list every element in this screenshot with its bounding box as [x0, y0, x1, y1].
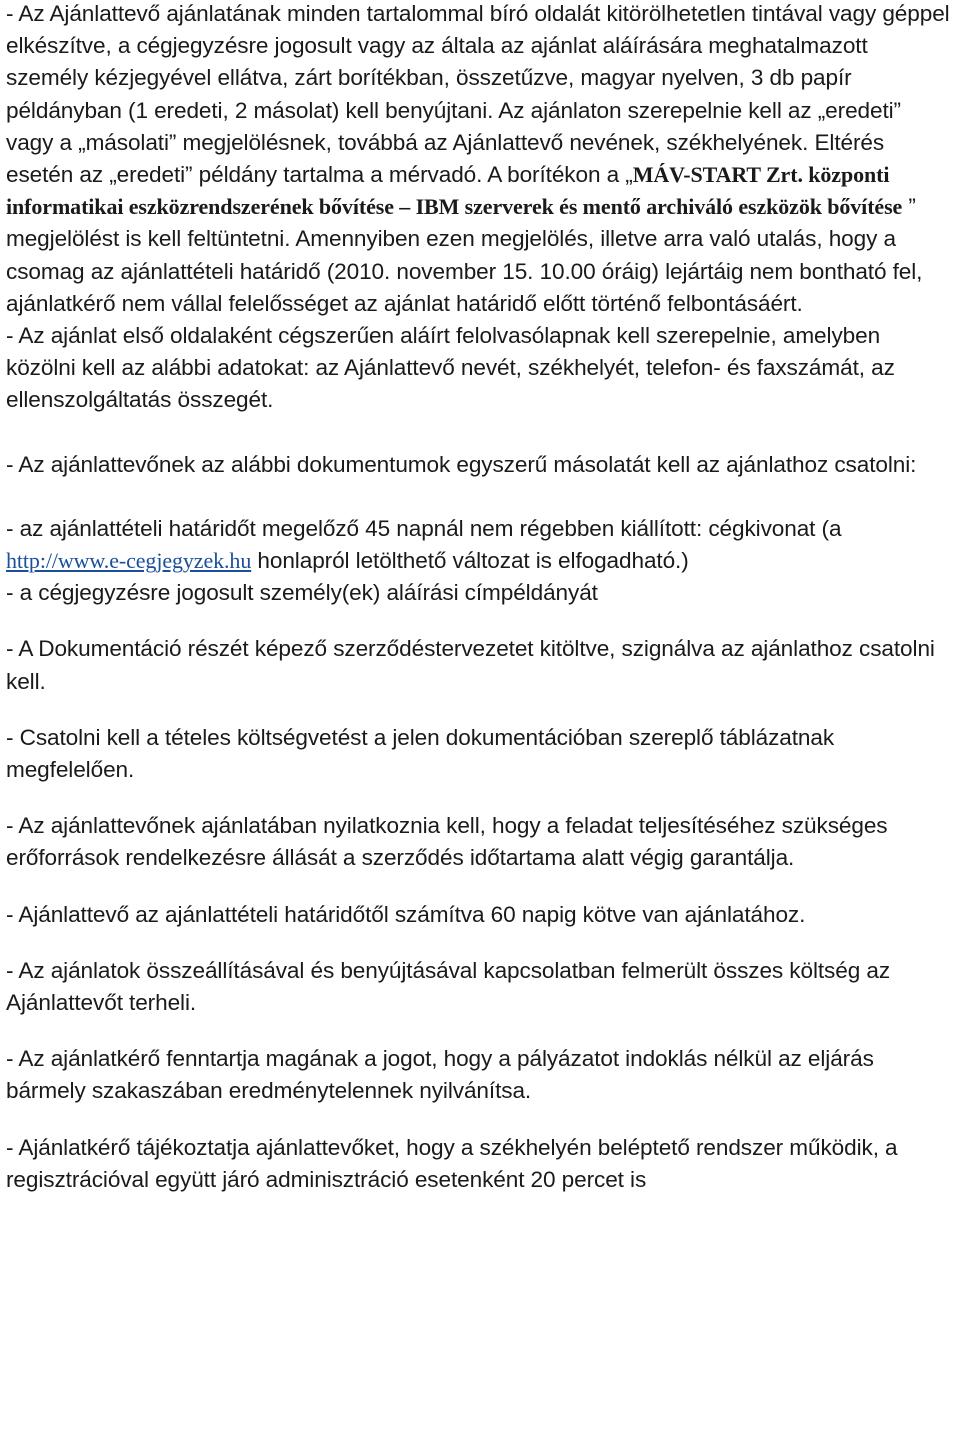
extract-text-cont: honlapról letölthető változat is elfogadható.): [251, 548, 689, 574]
paragraph-costs: - Az ajánlatok összeállításával és benyújtásával kapcsolatban felmerült összes költség az Ajánlattevőt terheli.: [6, 957, 891, 1016]
submission-text: - Az Ajánlattevő ajánlatának minden tartalommal bíró oldalát kitörölhetetlen tintával vagy géppel elkészítve, a cégjegyzésre jogosult vagy az általa az ajánlat aláírására meghatalmazott személy kézjegyével ellátva, zárt borítékban, összetűzve, magyar nyelven, 3 db papír példányban (1 eredeti, 2 másolat) kell benyújtani. Az ajánlaton szerepelnie kell az „eredeti” vagy a „másolati” megjelölésnek, továbbá az Ajánlattevő nevének, székhelyének. Eltérés esetén az „eredeti” példány tartalma a mérvadó. A borítékon a „: [6, 1, 950, 188]
paragraph-binding-period: - Ajánlattevő az ajánlattételi határidőtől számítva 60 napig kötve van ajánlatához.: [6, 901, 806, 927]
paragraph-attachments-intro: - Az ajánlattevőnek az alábbi dokumentumok egyszerű másolatát kell az ajánlathoz csatolni:: [6, 451, 917, 477]
paragraph-submission-rules: [6, 0, 954, 320]
paragraph-rights: - Az ajánlatkérő fenntartja magának a jogot, hogy a pályázatot indoklás nélkül az eljárás bármely szakaszában eredménytelennek nyilvánítsa.: [6, 1046, 874, 1104]
paragraph-contract-draft: - A Dokumentáció részét képező szerződéstervezetet kitöltve, szignálva az ajánlathoz csatolni kell.: [6, 636, 935, 694]
paragraph-budget: - Csatolni kell a tételes költségvetést a jelen dokumentációban szereplő táblázatnak megfelelően.: [6, 724, 835, 783]
paragraph-company-extract: [6, 513, 954, 577]
envelope-label: MÁV-START Zrt. központi informatikai eszközrendszerének bővítése – IBM szerverek és mentő archiváló eszközök bővítése: [6, 162, 903, 220]
paragraph-access-system: - Ajánlatkérő tájékoztatja ajánlattevőket, hogy a székhelyén beléptető rendszer működik, a regisztrációval együtt járó adminisztráció esetenként 20 percet is: [6, 1134, 898, 1192]
paragraph-cover-sheet: - Az ajánlat első oldalaként cégszerűen aláírt felolvasólapnak kell szerepelnie, amelyben közölni kell az alábbi adatokat: az Ajánlattevő nevét, székhelyét, telefon- és faxszámát, az ellenszolgáltatás összegét.: [6, 323, 895, 413]
submission-text-cont: ” megjelölést is kell feltüntetni. Amennyiben ezen megjelölés, illetve arra való utalás, hogy a csomag az ajánlattételi határidő (2010. november 15. 10.00 óráig) lejártáig nem bontható fel, ajánlatkérő nem vállal felelősséget az ajánlat határidő előtt történő felbontásáért.: [6, 194, 923, 316]
extract-text: - az ajánlattételi határidőt megelőző 45 napnál nem régebben kiállított: cégkivonat (a: [6, 515, 842, 541]
paragraph-resources: - Az ajánlattevőnek ajánlatában nyilatkoznia kell, hogy a feladat teljesítéséhez szükséges erőforrások rendelkezésre állását a szerződés időtartama alatt végig garantálja.: [6, 813, 888, 871]
paragraph-signature-specimen: - a cégjegyzésre jogosult személy(ek) aláírási címpéldányát: [6, 580, 598, 606]
cegjegyzek-link[interactable]: http://www.e-cegjegyzek.hu: [6, 548, 252, 574]
